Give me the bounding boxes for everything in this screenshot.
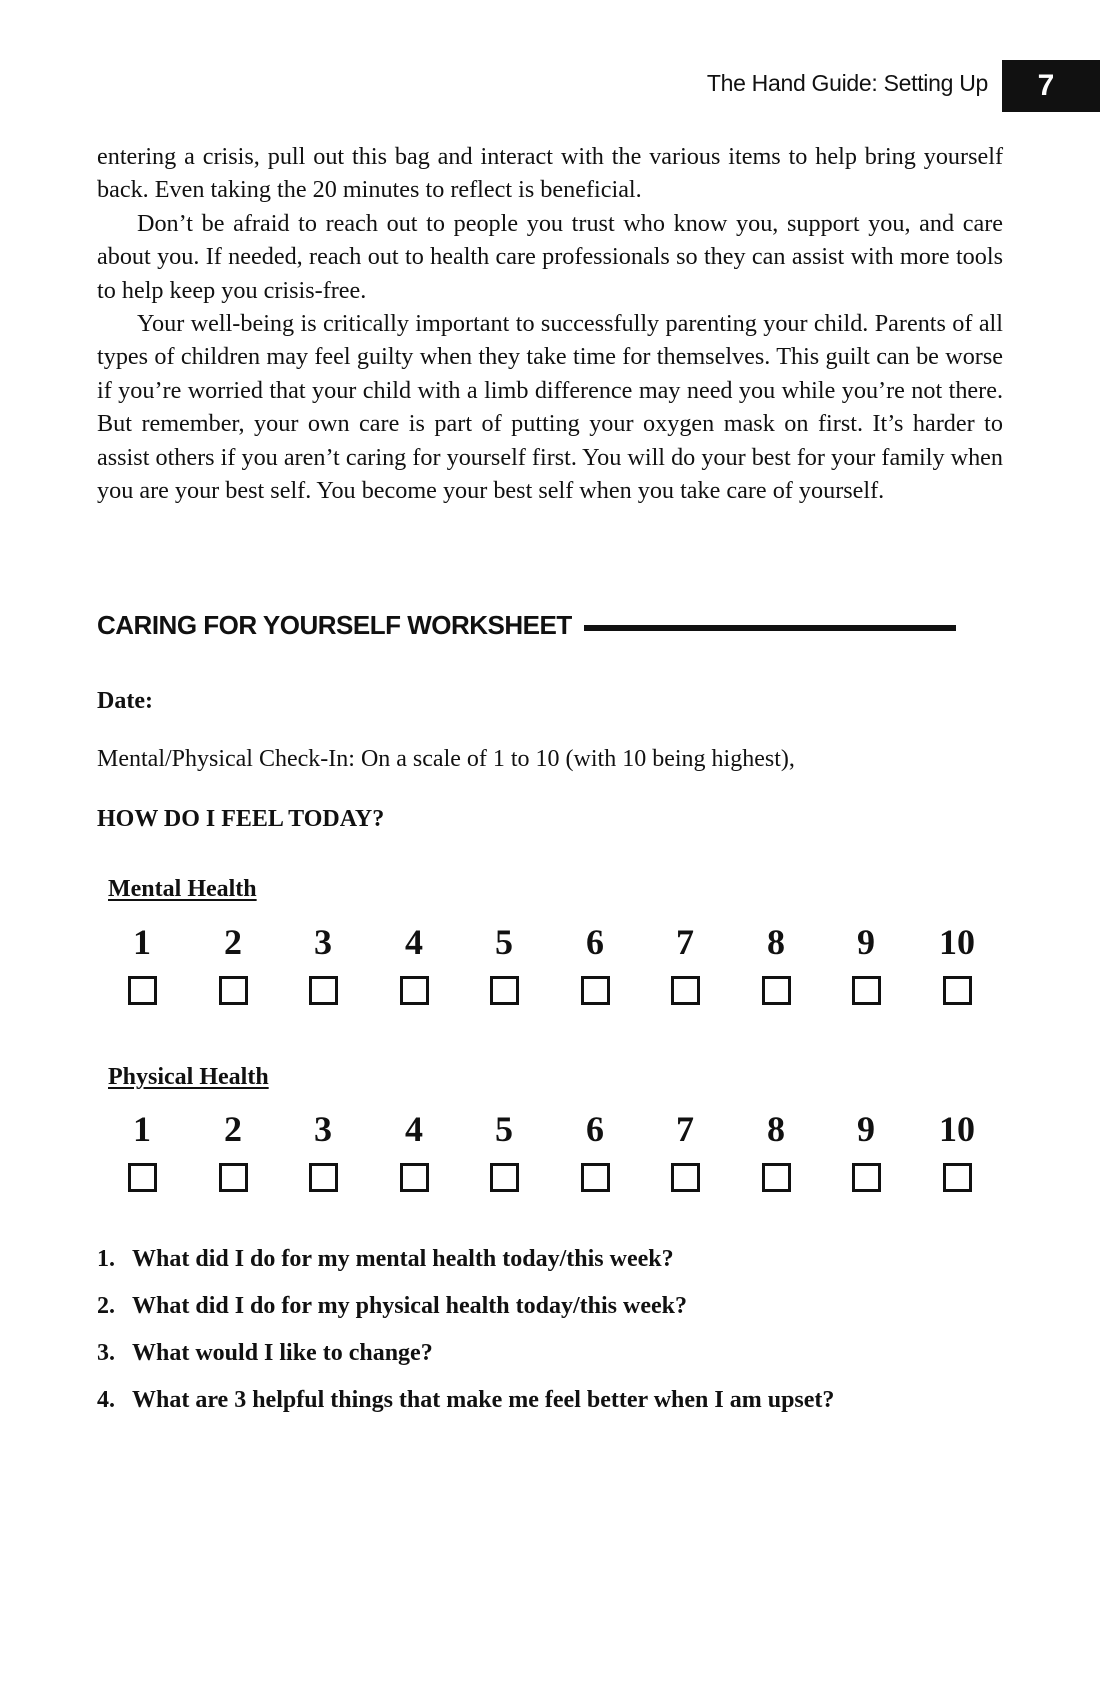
scale-number: 3	[314, 1109, 332, 1149]
question-item	[97, 1339, 834, 1367]
question-number: 4.	[97, 1387, 115, 1413]
mental-checkbox-10[interactable]	[943, 976, 972, 1005]
scale-number: 2	[224, 922, 242, 962]
page-number-tab	[1002, 60, 1100, 112]
mental-checkbox-1[interactable]	[128, 976, 157, 1005]
question-number: 2.	[97, 1293, 115, 1319]
scale-option	[826, 920, 906, 1005]
question-number: 1.	[97, 1246, 115, 1272]
scale-number: 6	[586, 1109, 604, 1149]
scale-option	[736, 1107, 816, 1192]
scale-option	[102, 1107, 182, 1192]
scale-number: 6	[586, 922, 604, 962]
scale-option	[736, 920, 816, 1005]
physical-health-title: Physical Health	[108, 1064, 269, 1090]
scale-number: 4	[405, 922, 423, 962]
scale-number: 9	[857, 1109, 875, 1149]
physical-checkbox-7[interactable]	[671, 1163, 700, 1192]
scale-number: 3	[314, 922, 332, 962]
question-item	[97, 1386, 834, 1414]
mental-checkbox-9[interactable]	[852, 976, 881, 1005]
scale-option	[374, 1107, 454, 1192]
scale-option	[193, 920, 273, 1005]
question-item	[97, 1292, 834, 1320]
question-item	[97, 1245, 834, 1273]
scale-number: 7	[676, 922, 694, 962]
mental-checkbox-4[interactable]	[400, 976, 429, 1005]
scale-option	[464, 920, 544, 1005]
scale-number: 7	[676, 1109, 694, 1149]
running-title: The Hand Guide: Setting Up	[706, 70, 988, 96]
heading-rule	[584, 625, 956, 631]
scale-number: 9	[857, 922, 875, 962]
scale-number: 10	[939, 1109, 975, 1149]
scale-option	[193, 1107, 273, 1192]
scale-option	[283, 920, 363, 1005]
scale-option	[645, 1107, 725, 1192]
physical-checkbox-6[interactable]	[581, 1163, 610, 1192]
scale-number: 1	[133, 1109, 151, 1149]
mental-checkbox-7[interactable]	[671, 976, 700, 1005]
physical-checkbox-2[interactable]	[219, 1163, 248, 1192]
paragraph-3: Your well-being is critically important to successfully parenting your child. Parents of all types of children may feel guilty when they take time for themselves. This guilt can be worse if you’re worried that your child with a limb difference may need you while you’re not there. But remember, your own care is part of putting your oxygen mask on first. It’s harder to assist others if you aren’t caring for yourself first. You will do your best for your family when you are your best self. You become your best self when you take care of yourself.	[97, 310, 1003, 505]
question-text: What would I like to change?	[132, 1340, 433, 1366]
question-text: What did I do for my physical health today/this week?	[132, 1293, 687, 1319]
scale-number: 2	[224, 1109, 242, 1149]
scale-number: 5	[495, 1109, 513, 1149]
scale-option	[555, 920, 635, 1005]
body-text	[97, 140, 1003, 507]
question-text: What did I do for my mental health today/this week?	[132, 1246, 674, 1272]
scale-option	[374, 920, 454, 1005]
scale-number: 10	[939, 922, 975, 962]
scale-number: 8	[767, 1109, 785, 1149]
mental-checkbox-8[interactable]	[762, 976, 791, 1005]
page-number: 7	[1037, 69, 1055, 102]
scale-number: 8	[767, 922, 785, 962]
mental-health-scale	[100, 920, 1000, 1020]
mental-checkbox-5[interactable]	[490, 976, 519, 1005]
paragraph-2: Don’t be afraid to reach out to people you trust who know you, support you, and care about you. If needed, reach out to health care professionals so they can assist with more tools to help keep you crisis-free.	[97, 209, 1003, 304]
scale-option	[917, 920, 997, 1005]
checkin-instructions: Mental/Physical Check-In: On a scale of 1 to 10 (with 10 being highest),	[97, 746, 795, 772]
scale-option	[102, 920, 182, 1005]
physical-checkbox-9[interactable]	[852, 1163, 881, 1192]
scale-option	[645, 920, 725, 1005]
physical-checkbox-8[interactable]	[762, 1163, 791, 1192]
physical-checkbox-1[interactable]	[128, 1163, 157, 1192]
mental-health-title: Mental Health	[108, 876, 257, 902]
scale-option	[917, 1107, 997, 1192]
mental-checkbox-3[interactable]	[309, 976, 338, 1005]
question-list	[97, 1245, 834, 1433]
feel-today-prompt: HOW DO I FEEL TODAY?	[97, 806, 385, 832]
physical-checkbox-5[interactable]	[490, 1163, 519, 1192]
worksheet-heading	[97, 610, 956, 641]
worksheet-title: CARING FOR YOURSELF WORKSHEET	[97, 610, 572, 640]
physical-checkbox-4[interactable]	[400, 1163, 429, 1192]
scale-option	[555, 1107, 635, 1192]
scale-option	[283, 1107, 363, 1192]
paragraph-1: entering a crisis, pull out this bag and interact with the various items to help bring yourself back. Even taking the 20 minutes to reflect is beneficial.	[97, 143, 1003, 204]
question-number: 3.	[97, 1340, 115, 1366]
mental-checkbox-6[interactable]	[581, 976, 610, 1005]
scale-number: 4	[405, 1109, 423, 1149]
scale-option	[464, 1107, 544, 1192]
physical-checkbox-10[interactable]	[943, 1163, 972, 1192]
question-text: What are 3 helpful things that make me feel better when I am upset?	[132, 1387, 835, 1413]
scale-option	[826, 1107, 906, 1192]
mental-checkbox-2[interactable]	[219, 976, 248, 1005]
physical-checkbox-3[interactable]	[309, 1163, 338, 1192]
scale-number: 1	[133, 922, 151, 962]
scale-number: 5	[495, 922, 513, 962]
date-label: Date:	[97, 688, 153, 714]
physical-health-scale	[100, 1107, 1000, 1207]
